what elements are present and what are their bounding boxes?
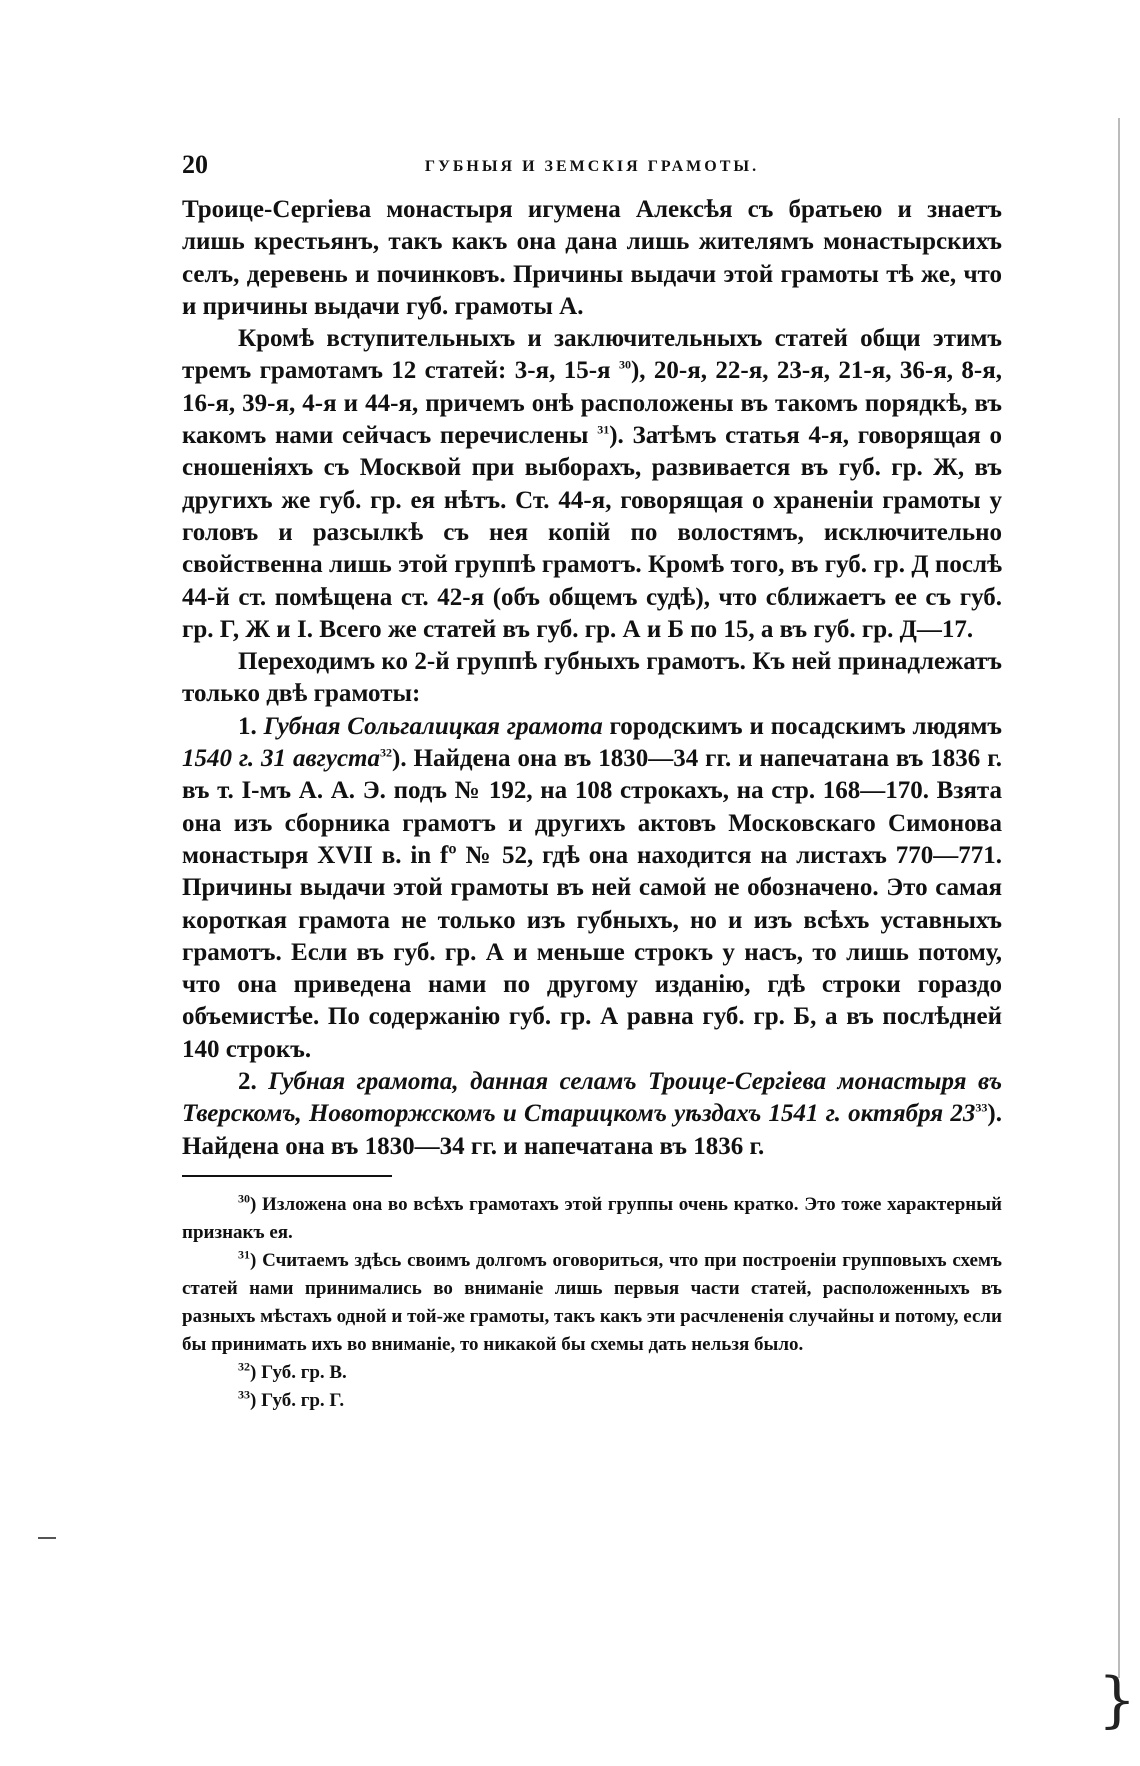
margin-mark <box>38 1537 56 1539</box>
charter-title-1: Губная Сольгалицкая грамота <box>263 712 603 740</box>
footnote-mark: 31 <box>238 1247 250 1262</box>
footnote-ref-30[interactable]: 30 <box>618 358 631 373</box>
footnote-32 <box>182 1359 1002 1387</box>
paragraph-4-text-a: городскимъ и посадскимъ людямъ <box>602 712 1002 740</box>
paragraph-3: Переходимъ ко 2-й группѣ губныхъ грамотъ. Къ ней принадлежатъ только двѣ грамоты: <box>182 648 1002 708</box>
footnote-31 <box>182 1247 1002 1359</box>
edge-binding-mark: } <box>1098 1665 1137 1735</box>
document-page <box>182 150 1002 1415</box>
list-number-2: 2. <box>238 1068 269 1096</box>
paragraph-5-text-a: ). Найдена она въ 1830—34 гг. и напечатана въ 1836 г. <box>182 1100 1002 1160</box>
footnote-ref-31[interactable]: 31 <box>597 422 610 437</box>
paragraph-2-text-a: Кромѣ вступительныхъ и заключительныхъ статей общи этимъ тремъ грамотамъ 12 статей: 3-я, 15-я <box>182 325 1002 385</box>
paragraph-2-text-c: ). Затѣмъ статья 4-я, говорящая о сношеніяхъ съ Москвой при выборахъ, развивается въ губ. гр. Ж, въ другихъ же губ. гр. ея нѣтъ. Ст. 44-я, говорящая о храненіи грамоты у головъ и разсылкѣ съ нея копій по волостямъ, исключительно свойственна лишь этой группѣ грамотъ. Кромѣ того, въ губ. гр. Д послѣ 44-й ст. помѣщена ст. 42-я (объ общемъ судѣ), что сближаетъ ее съ губ. гр. Г, Ж и I. Всего же статей въ губ. гр. А и Б по 15, а въ губ. гр. Д—17. <box>182 422 1003 643</box>
footnote-text: ) Губ. гр. В. <box>250 1361 347 1383</box>
paragraph-1: Троице-Сергіева монастыря игумена Алексѣя съ братьею и знаетъ лишь крестьянъ, такъ какъ она дана лишь жителямъ монастырскихъ селъ, деревень и починковъ. Причины выдачи этой грамоты тѣ же, что и причины выдачи губ. грамоты А. <box>182 196 1002 320</box>
paragraph-2 <box>182 323 1002 646</box>
list-number-1: 1. <box>238 712 264 740</box>
footnotes <box>182 1191 1002 1415</box>
body-text <box>182 194 1002 1163</box>
paragraph-2-text-b: ), 20-я, 22-я, 23-я, 21-я, 36-я, 8-я, 16-я, 39-я, 4-я и 44-я, причемъ онѣ расположены въ такомъ порядкѣ, въ какомъ нами сейчасъ перечислены <box>182 357 1002 450</box>
footnote-mark: 33 <box>238 1387 250 1402</box>
paragraph-4-text-b: ). Найдена она въ 1830—34 гг. и напечатана въ 1836 г. въ т. I-мъ А. А. Э. подъ № 192, на 108 строкахъ, на стр. 168—170. Взята она изъ сборника грамотъ и другихъ актовъ Московскаго Симонова монастыря XVII в. in fº № 52, гдѣ она находится на листахъ 770—771. Причины выдачи этой грамоты въ ней самой не обозначено. Это самая короткая грамота не только изъ губныхъ, но и изъ всѣхъ уставныхъ грамотъ. Если въ губ. гр. А и меньше строкъ у насъ, то лишь потому, что она приведена нами по другому изданію, гдѣ строки гораздо объемистѣе. По содержанію губ. гр. А равна губ. гр. Б, а въ послѣдней 140 строкъ. <box>182 745 1003 1063</box>
footnote-mark: 32 <box>238 1359 250 1374</box>
running-title: ГУБНЫЯ И ЗЕМСКІЯ ГРАМОТЫ. <box>424 158 760 175</box>
footnote-text: ) Считаемъ здѣсь своимъ долгомъ оговориться, что при построеніи групповыхъ схемъ статей нами принимались во вниманіе лишь первыя части статей, расположенныхъ въ разныхъ мѣстахъ одной и той-же грамоты, такъ какъ эти расчлененія случайны и потому, если бы принимать ихъ во вниманіе, то никакой бы схемы дать нельзя было. <box>182 1249 1002 1355</box>
paragraph-4 <box>182 711 1002 1066</box>
charter-date-1: 1540 г. 31 августа <box>182 745 381 773</box>
footnote-30 <box>182 1191 1002 1247</box>
footnote-33 <box>182 1387 1002 1415</box>
footnote-text: ) Губ. гр. Г. <box>250 1389 345 1411</box>
charter-title-2: Губная грамота, данная селамъ Троице-Сергіева монастыря въ Тверскомъ, Новоторжскомъ и Старицкомъ уѣздахъ 1541 г. октября 23 <box>182 1068 1002 1128</box>
paragraph-5 <box>182 1066 1002 1163</box>
footnote-ref-32[interactable]: 32 <box>380 745 393 760</box>
footnote-ref-33[interactable]: 33 <box>975 1100 988 1115</box>
page-header <box>182 150 1002 190</box>
footnote-separator <box>182 1175 392 1177</box>
footnote-text: ) Изложена она во всѣхъ грамотахъ этой группы очень кратко. Это тоже характерный признакъ ея. <box>182 1193 1002 1243</box>
page-edge-line <box>1118 118 1120 1678</box>
page-number: 20 <box>182 150 208 179</box>
footnote-mark: 30 <box>238 1191 250 1206</box>
